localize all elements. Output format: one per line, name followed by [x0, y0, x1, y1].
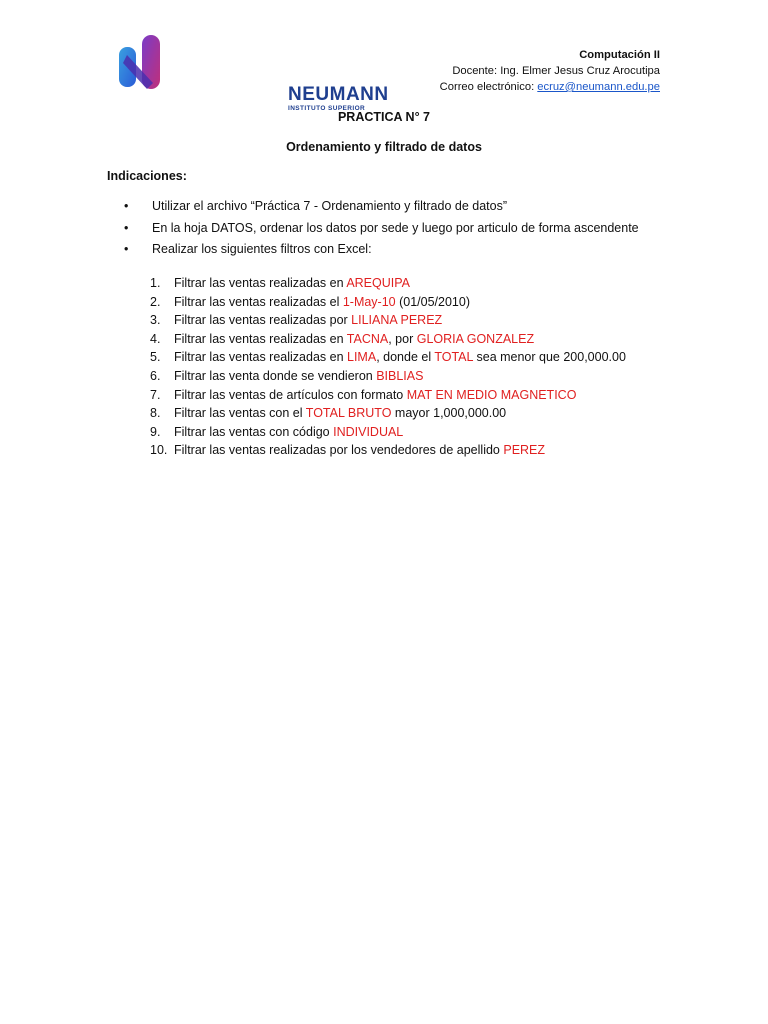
task-number: 9. [150, 424, 161, 439]
task-number: 7. [150, 387, 161, 402]
bullet-text: Realizar los siguientes filtros con Excel: [152, 242, 372, 256]
list-item [150, 330, 626, 349]
task-text: Filtrar las ventas realizadas en TACNA, por GLORIA GONZALEZ [174, 331, 535, 346]
list-item [150, 293, 626, 312]
list-item [124, 239, 639, 261]
list-item [124, 196, 639, 218]
list-item [150, 423, 626, 442]
task-number: 3. [150, 313, 161, 328]
task-text: Filtrar las ventas realizadas el 1-May-10 (01/05/2010) [174, 294, 470, 309]
email-line [440, 79, 660, 95]
bullet-icon: • [124, 242, 129, 256]
page-title: PRACTICA N° 7 [337, 110, 431, 124]
neumann-logo-icon [117, 33, 167, 93]
list-item [150, 311, 626, 330]
task-text: Filtrar las ventas con código INDIVIDUAL [174, 424, 404, 439]
bullet-icon: • [124, 220, 129, 235]
list-item [124, 218, 639, 240]
task-number: 2. [150, 294, 161, 309]
list-item [150, 367, 626, 386]
bullet-list [124, 196, 639, 261]
task-number: 6. [150, 368, 161, 383]
task-number: 5. [150, 350, 161, 365]
teacher-name: Docente: Ing. Elmer Jesus Cruz Arocutipa [452, 65, 660, 77]
course-name: Computación II [579, 49, 660, 61]
list-item [150, 404, 626, 423]
logo [117, 33, 389, 112]
task-number: 4. [150, 331, 161, 346]
task-text: Filtrar las ventas realizadas en AREQUIPA [174, 276, 410, 290]
bullet-icon: • [124, 199, 129, 213]
bullet-text: Utilizar el archivo “Práctica 7 - Ordenamiento y filtrado de datos” [152, 199, 508, 213]
logo-name: NEUMANN [288, 84, 389, 105]
email-link[interactable]: ecruz@neumann.edu.pe [537, 81, 660, 93]
indications-label: Indicaciones: [107, 169, 187, 183]
list-item [150, 274, 626, 293]
task-text: Filtrar las ventas de artículos con formato MAT EN MEDIO MAGNETICO [174, 387, 577, 402]
email-label: Correo electrónico: [439, 81, 538, 93]
task-list [150, 274, 626, 460]
task-text: Filtrar las venta donde se vendieron BIBLIAS [174, 368, 424, 383]
task-text: Filtrar las ventas con el TOTAL BRUTO mayor 1,000,000.00 [174, 406, 507, 421]
task-text: Filtrar las ventas realizadas por los vendedores de apellido PEREZ [174, 443, 546, 458]
task-number: 8. [150, 406, 161, 421]
list-item [150, 386, 626, 405]
task-number: 10. [150, 443, 168, 458]
list-item [150, 441, 626, 460]
bullet-text: En la hoja DATOS, ordenar los datos por sede y luego por articulo de forma ascendente [152, 220, 639, 235]
list-item [150, 348, 626, 367]
task-number: 1. [150, 276, 161, 290]
task-text: Filtrar las ventas realizadas por LILIANA PEREZ [174, 313, 443, 328]
task-text: Filtrar las ventas realizadas en LIMA, donde el TOTAL sea menor que 200,000.00 [174, 350, 626, 365]
logo-subtitle: INSTITUTO SUPERIOR [288, 105, 366, 112]
header-info [440, 47, 660, 95]
page-subtitle: Ordenamiento y filtrado de datos [286, 140, 482, 154]
